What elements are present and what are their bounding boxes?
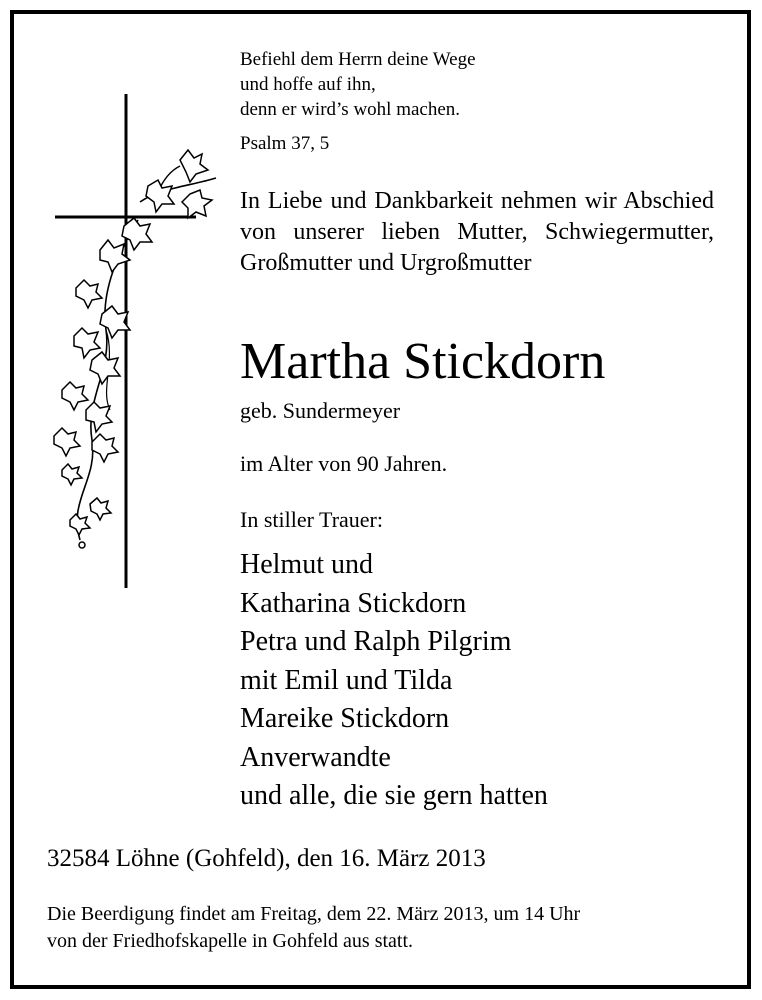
mourner-line: und alle, die sie gern hatten [240,780,548,811]
mourners-heading: In stiller Trauer: [240,507,383,532]
mourner-line: mit Emil und Tilda [240,664,453,696]
verse-reference: Psalm 37, 5 [240,133,330,154]
funeral-line: Die Beerdigung findet am Freitag, dem 22. März 2013, um 14 Uhr [47,903,581,925]
mourner-line: Helmut und [240,549,373,580]
mourner-line: Petra und Ralph Pilgrim [240,626,512,657]
funeral-info [47,901,580,955]
bible-verse [240,47,476,122]
verse-line: denn er wird’s wohl machen. [240,99,461,120]
mourner-line: Mareike Stickdorn [240,703,450,734]
funeral-line: von der Friedhofskapelle in Gohfeld aus statt. [47,930,414,952]
intro-text: In Liebe und Dankbarkeit nehmen wir Abschied von unserer lieben Mutter, Schwiegermutter, Großmutter und Urgroßmutter [240,188,714,276]
mourner-line: Anverwandte [240,741,391,773]
verse-line: und hoffe auf ihn, [240,74,376,95]
cross-with-ivy-icon [40,90,220,590]
mourners-list [240,546,548,816]
place-date: 32584 Löhne (Gohfeld), den 16. März 2013 [47,845,486,872]
age-text: im Alter von 90 Jahren. [240,451,448,476]
verse-line: Befiehl dem Herrn deine Wege [240,49,476,70]
birth-name: geb. Sundermeyer [240,398,401,423]
mourner-line: Katharina Stickdorn [240,587,467,619]
deceased-name: Martha Stickdorn [240,333,606,390]
